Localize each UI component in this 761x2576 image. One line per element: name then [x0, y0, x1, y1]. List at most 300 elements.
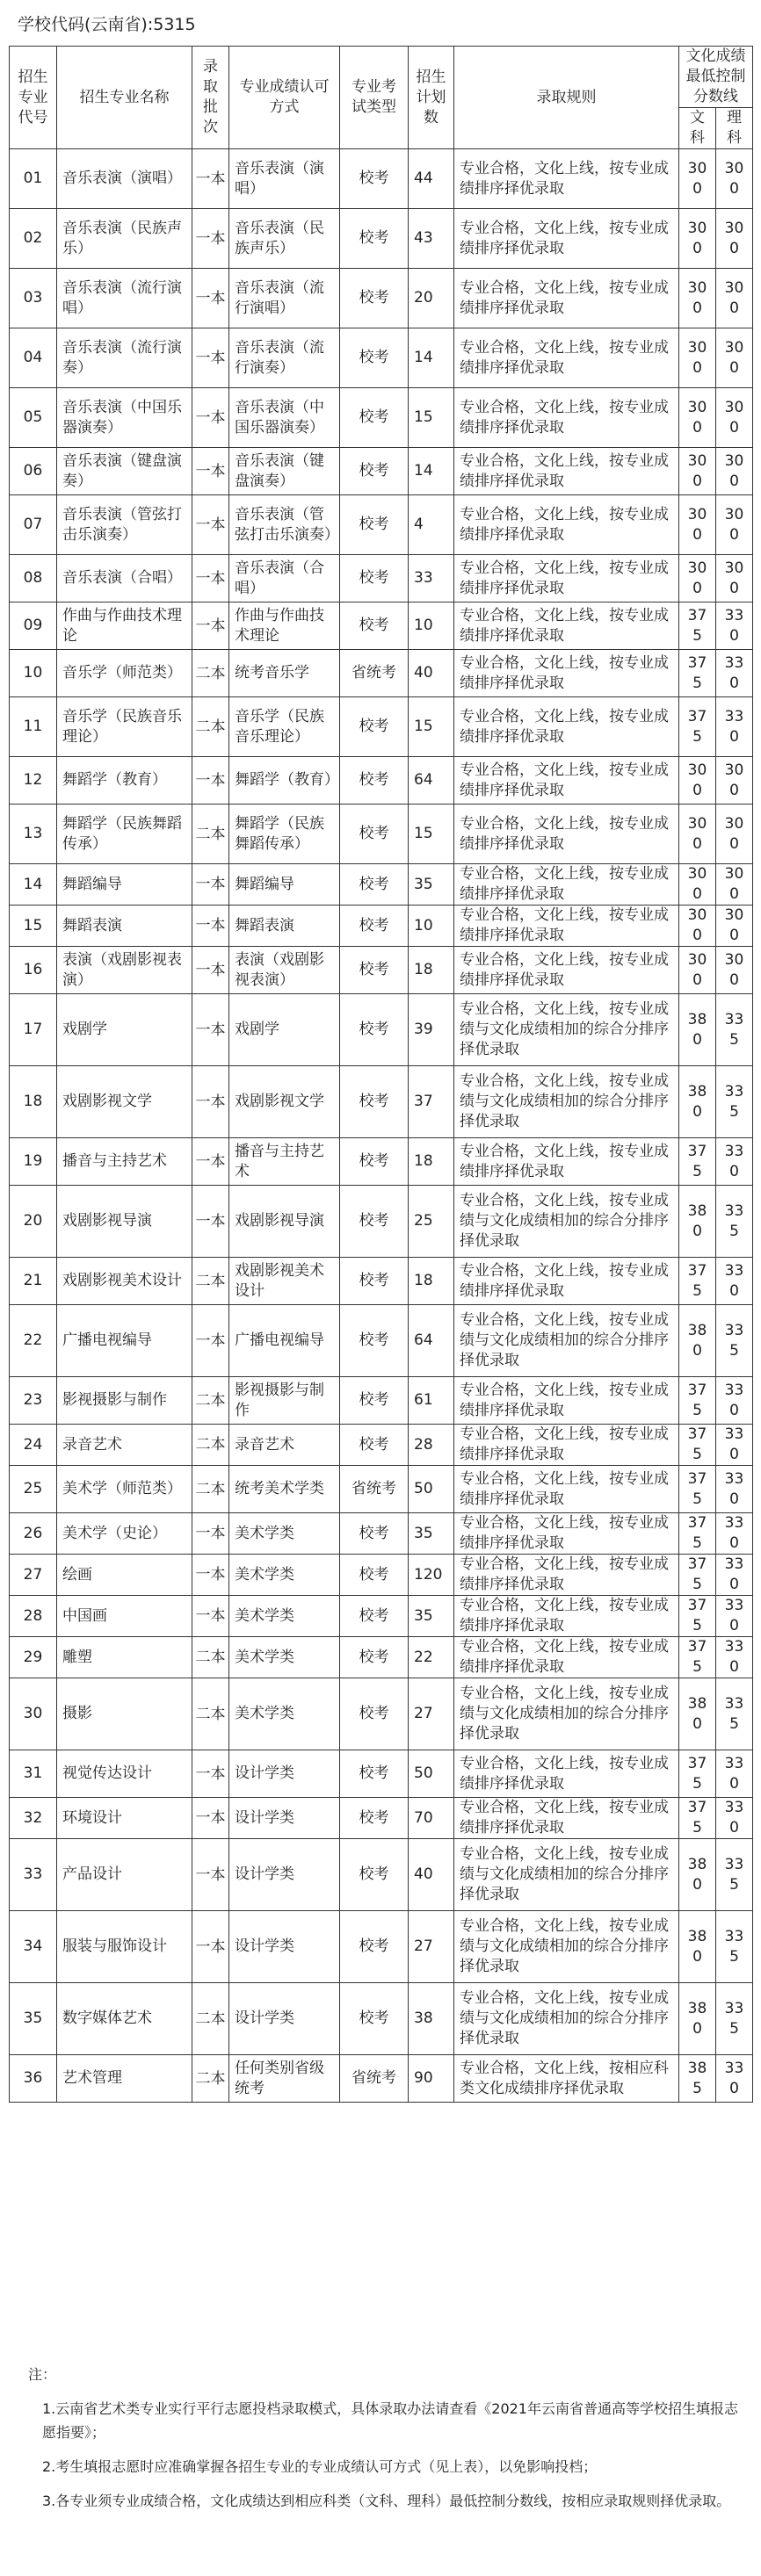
row-code: 23 [10, 1377, 57, 1425]
row-plan: 33 [409, 555, 454, 603]
row-code: 29 [10, 1637, 57, 1678]
row-arts-score: 375 [679, 650, 716, 697]
table-row [10, 994, 753, 1066]
row-science-score: 330 [716, 1750, 753, 1798]
row-batch: 一本 [192, 1750, 229, 1798]
row-code: 26 [10, 1513, 57, 1555]
header-exam-type: 专业考试类型 [340, 47, 409, 149]
row-code: 03 [10, 269, 57, 328]
row-science-score: 335 [716, 1983, 753, 2055]
row-rule: 专业合格，文化上线，按专业成绩与文化成绩相加的综合分排序择优录取 [454, 1911, 679, 1983]
row-name: 音乐表演（中国乐器演奏） [57, 388, 192, 448]
row-science-score: 330 [716, 1377, 753, 1425]
row-exam-type: 校考 [340, 1750, 409, 1798]
table-row [10, 906, 753, 947]
row-exam-type: 省统考 [340, 2055, 409, 2103]
row-batch: 一本 [192, 994, 229, 1066]
row-science-score: 300 [716, 864, 753, 906]
row-exam-type: 校考 [340, 209, 409, 269]
row-rule: 专业合格，文化上线，按专业成绩排序择优录取 [454, 1637, 679, 1678]
row-code: 28 [10, 1596, 57, 1637]
row-science-score: 330 [716, 2055, 753, 2103]
row-rule: 专业合格，文化上线，按专业成绩排序择优录取 [454, 757, 679, 805]
row-exam-type: 校考 [340, 1066, 409, 1138]
row-batch: 一本 [192, 603, 229, 650]
row-code: 11 [10, 697, 57, 757]
row-name: 舞蹈编导 [57, 864, 192, 906]
row-name: 舞蹈表演 [57, 906, 192, 947]
row-rule: 专业合格，文化上线，按专业成绩排序择优录取 [454, 1596, 679, 1637]
row-plan: 35 [409, 1596, 454, 1637]
row-plan: 25 [409, 1186, 454, 1258]
row-code: 36 [10, 2055, 57, 2103]
row-rule: 专业合格，文化上线，按专业成绩排序择优录取 [454, 149, 679, 209]
row-name: 舞蹈学（教育） [57, 757, 192, 805]
row-science-score: 300 [716, 448, 753, 495]
row-exam-type: 校考 [340, 555, 409, 603]
row-method: 录音艺术 [229, 1425, 340, 1466]
row-exam-type: 校考 [340, 1513, 409, 1555]
table-row [10, 1911, 753, 1983]
row-batch: 一本 [192, 495, 229, 555]
row-method: 设计学类 [229, 1983, 340, 2055]
row-code: 34 [10, 1911, 57, 1983]
row-plan: 44 [409, 149, 454, 209]
row-method: 戏剧影视导演 [229, 1186, 340, 1258]
row-name: 艺术管理 [57, 2055, 192, 2103]
row-science-score: 300 [716, 388, 753, 448]
row-science-score: 330 [716, 1513, 753, 1555]
row-code: 17 [10, 994, 57, 1066]
row-name: 戏剧影视导演 [57, 1186, 192, 1258]
row-code: 33 [10, 1839, 57, 1911]
row-rule: 专业合格，文化上线，按专业成绩排序择优录取 [454, 209, 679, 269]
row-arts-score: 300 [679, 906, 716, 947]
table-row [10, 495, 753, 555]
notes [28, 2363, 745, 2523]
row-science-score: 300 [716, 555, 753, 603]
row-batch: 二本 [192, 1425, 229, 1466]
table-row [10, 1596, 753, 1637]
row-batch: 二本 [192, 805, 229, 864]
row-arts-score: 375 [679, 1377, 716, 1425]
row-plan: 70 [409, 1798, 454, 1839]
row-code: 09 [10, 603, 57, 650]
row-arts-score: 375 [679, 1596, 716, 1637]
row-arts-score: 380 [679, 1839, 716, 1911]
row-science-score: 335 [716, 1678, 753, 1750]
row-science-score: 335 [716, 1911, 753, 1983]
row-method: 美术学类 [229, 1513, 340, 1555]
row-rule: 专业合格，文化上线，按专业成绩与文化成绩相加的综合分排序择优录取 [454, 1305, 679, 1377]
row-method: 音乐表演（演唱） [229, 149, 340, 209]
row-exam-type: 校考 [340, 1138, 409, 1186]
row-name: 播音与主持艺术 [57, 1138, 192, 1186]
row-arts-score: 375 [679, 1425, 716, 1466]
row-batch: 一本 [192, 1798, 229, 1839]
row-method: 舞蹈表演 [229, 906, 340, 947]
row-rule: 专业合格，文化上线，按专业成绩排序择优录取 [454, 603, 679, 650]
row-rule: 专业合格，文化上线，按专业成绩与文化成绩相加的综合分排序择优录取 [454, 1186, 679, 1258]
row-exam-type: 校考 [340, 1798, 409, 1839]
row-name: 舞蹈学（民族舞蹈传承） [57, 805, 192, 864]
row-exam-type: 校考 [340, 495, 409, 555]
table-row [10, 947, 753, 994]
row-batch: 二本 [192, 2055, 229, 2103]
row-rule: 专业合格，文化上线，按专业成绩与文化成绩相加的综合分排序择优录取 [454, 1678, 679, 1750]
row-exam-type: 校考 [340, 388, 409, 448]
row-science-score: 300 [716, 209, 753, 269]
row-arts-score: 375 [679, 1555, 716, 1596]
row-name: 表演（戏剧影视表演） [57, 947, 192, 994]
row-plan: 27 [409, 1678, 454, 1750]
row-plan: 35 [409, 864, 454, 906]
row-rule: 专业合格，文化上线，按专业成绩与文化成绩相加的综合分排序择优录取 [454, 1983, 679, 2055]
row-method: 表演（戏剧影视表演） [229, 947, 340, 994]
row-batch: 一本 [192, 1555, 229, 1596]
row-rule: 专业合格，文化上线，按专业成绩排序择优录取 [454, 805, 679, 864]
row-method: 戏剧学 [229, 994, 340, 1066]
table-row [10, 1377, 753, 1425]
row-plan: 15 [409, 697, 454, 757]
row-science-score: 330 [716, 1555, 753, 1596]
row-code: 18 [10, 1066, 57, 1138]
row-plan: 4 [409, 495, 454, 555]
row-name: 戏剧学 [57, 994, 192, 1066]
row-code: 05 [10, 388, 57, 448]
row-science-score: 300 [716, 149, 753, 209]
row-exam-type: 校考 [340, 603, 409, 650]
table-row [10, 2055, 753, 2103]
table-row [10, 1186, 753, 1258]
row-rule: 专业合格，文化上线，按专业成绩排序择优录取 [454, 1377, 679, 1425]
header-code: 招生专业代号 [10, 47, 57, 149]
row-batch: 一本 [192, 1138, 229, 1186]
row-method: 设计学类 [229, 1750, 340, 1798]
row-batch: 二本 [192, 1377, 229, 1425]
header-rule: 录取规则 [454, 47, 679, 149]
row-batch: 一本 [192, 757, 229, 805]
row-rule: 专业合格，文化上线，按专业成绩排序择优录取 [454, 1258, 679, 1305]
row-plan: 27 [409, 1911, 454, 1983]
row-arts-score: 300 [679, 448, 716, 495]
row-plan: 37 [409, 1066, 454, 1138]
row-name: 环境设计 [57, 1798, 192, 1839]
row-rule: 专业合格，文化上线，按专业成绩排序择优录取 [454, 1798, 679, 1839]
row-method: 作曲与作曲技术理论 [229, 603, 340, 650]
row-exam-type: 校考 [340, 1637, 409, 1678]
row-code: 20 [10, 1186, 57, 1258]
row-method: 舞蹈学（民族舞蹈传承） [229, 805, 340, 864]
row-method: 美术学类 [229, 1678, 340, 1750]
row-method: 统考美术学类 [229, 1466, 340, 1513]
row-arts-score: 300 [679, 805, 716, 864]
row-plan: 15 [409, 388, 454, 448]
row-arts-score: 300 [679, 388, 716, 448]
row-arts-score: 385 [679, 2055, 716, 2103]
row-arts-score: 300 [679, 269, 716, 328]
row-science-score: 300 [716, 757, 753, 805]
row-code: 25 [10, 1466, 57, 1513]
row-batch: 一本 [192, 1839, 229, 1911]
table-row [10, 149, 753, 209]
row-plan: 90 [409, 2055, 454, 2103]
row-name: 音乐学（民族音乐理论） [57, 697, 192, 757]
row-name: 美术学（师范类） [57, 1466, 192, 1513]
row-science-score: 330 [716, 1637, 753, 1678]
row-method: 音乐学（民族音乐理论） [229, 697, 340, 757]
row-rule: 专业合格，文化上线，按专业成绩排序择优录取 [454, 650, 679, 697]
row-name: 中国画 [57, 1596, 192, 1637]
row-rule: 专业合格，文化上线，按专业成绩排序择优录取 [454, 1513, 679, 1555]
row-exam-type: 校考 [340, 1555, 409, 1596]
row-batch: 一本 [192, 328, 229, 388]
row-batch: 一本 [192, 1305, 229, 1377]
row-science-score: 330 [716, 650, 753, 697]
row-name: 戏剧影视美术设计 [57, 1258, 192, 1305]
note-item-3: 3.各专业须专业成绩合格，文化成绩达到相应科类（文科、理科）最低控制分数线，按相应录取规则择优录取。 [42, 2493, 731, 2509]
row-batch: 二本 [192, 697, 229, 757]
row-method: 戏剧影视文学 [229, 1066, 340, 1138]
row-plan: 50 [409, 1750, 454, 1798]
row-plan: 18 [409, 947, 454, 994]
row-code: 31 [10, 1750, 57, 1798]
row-name: 雕塑 [57, 1637, 192, 1678]
row-rule: 专业合格，文化上线，按专业成绩与文化成绩相加的综合分排序择优录取 [454, 994, 679, 1066]
row-science-score: 330 [716, 1798, 753, 1839]
row-plan: 22 [409, 1637, 454, 1678]
row-method: 设计学类 [229, 1839, 340, 1911]
row-batch: 二本 [192, 1466, 229, 1513]
table-row [10, 1750, 753, 1798]
row-exam-type: 校考 [340, 1305, 409, 1377]
notes-label: 注： [28, 2366, 57, 2383]
row-name: 音乐表演（键盘演奏） [57, 448, 192, 495]
row-code: 27 [10, 1555, 57, 1596]
row-exam-type: 省统考 [340, 650, 409, 697]
row-rule: 专业合格，文化上线，按专业成绩与文化成绩相加的综合分排序择优录取 [454, 1066, 679, 1138]
row-exam-type: 校考 [340, 864, 409, 906]
row-rule: 专业合格，文化上线，按专业成绩排序择优录取 [454, 906, 679, 947]
row-arts-score: 380 [679, 1186, 716, 1258]
row-rule: 专业合格，文化上线，按专业成绩排序择优录取 [454, 1425, 679, 1466]
row-plan: 15 [409, 805, 454, 864]
header-science: 理科 [716, 108, 753, 149]
row-name: 戏剧影视文学 [57, 1066, 192, 1138]
row-name: 音乐表演（合唱） [57, 555, 192, 603]
row-plan: 20 [409, 269, 454, 328]
header-batch: 录取批次 [192, 47, 229, 149]
table-row [10, 1983, 753, 2055]
row-method: 舞蹈学（教育） [229, 757, 340, 805]
row-plan: 40 [409, 650, 454, 697]
row-method: 设计学类 [229, 1911, 340, 1983]
row-science-score: 335 [716, 994, 753, 1066]
row-exam-type: 校考 [340, 149, 409, 209]
header-name: 招生专业名称 [57, 47, 192, 149]
row-science-score: 335 [716, 1066, 753, 1138]
table-row [10, 697, 753, 757]
row-science-score: 335 [716, 1186, 753, 1258]
row-rule: 专业合格，文化上线，按专业成绩排序择优录取 [454, 555, 679, 603]
table-row [10, 1839, 753, 1911]
row-plan: 18 [409, 1138, 454, 1186]
row-batch: 一本 [192, 269, 229, 328]
table-row [10, 1678, 753, 1750]
row-name: 广播电视编导 [57, 1305, 192, 1377]
row-science-score: 330 [716, 1596, 753, 1637]
table-row [10, 1258, 753, 1305]
row-batch: 一本 [192, 1513, 229, 1555]
table-row [10, 1513, 753, 1555]
row-code: 06 [10, 448, 57, 495]
row-plan: 18 [409, 1258, 454, 1305]
row-name: 产品设计 [57, 1839, 192, 1911]
table-row [10, 1798, 753, 1839]
row-science-score: 330 [716, 1425, 753, 1466]
row-exam-type: 校考 [340, 269, 409, 328]
row-method: 统考音乐学 [229, 650, 340, 697]
row-rule: 专业合格，文化上线，按专业成绩排序择优录取 [454, 697, 679, 757]
table-row [10, 328, 753, 388]
note-item-2: 2.考生填报志愿时应准确掌握各招生专业的专业成绩认可方式（见上表），以免影响投档； [42, 2458, 598, 2475]
row-science-score: 330 [716, 1466, 753, 1513]
row-batch: 一本 [192, 388, 229, 448]
note-item-1: 1.云南省艺术类专业实行平行志愿投档录取模式，具体录取办法请查看《2021年云南省普通高等学校招生填报志愿指要》； [42, 2400, 738, 2441]
row-exam-type: 校考 [340, 1678, 409, 1750]
row-plan: 38 [409, 1983, 454, 2055]
row-method: 音乐表演（合唱） [229, 555, 340, 603]
row-code: 16 [10, 947, 57, 994]
row-exam-type: 校考 [340, 328, 409, 388]
row-arts-score: 375 [679, 697, 716, 757]
row-batch: 一本 [192, 1186, 229, 1258]
row-rule: 专业合格，文化上线，按专业成绩排序择优录取 [454, 864, 679, 906]
table-row [10, 650, 753, 697]
row-exam-type: 校考 [340, 757, 409, 805]
row-method: 美术学类 [229, 1555, 340, 1596]
row-arts-score: 380 [679, 994, 716, 1066]
row-code: 15 [10, 906, 57, 947]
row-exam-type: 校考 [340, 1839, 409, 1911]
row-method: 音乐表演（键盘演奏） [229, 448, 340, 495]
row-science-score: 300 [716, 328, 753, 388]
header-plan: 招生计划数 [409, 47, 454, 149]
row-arts-score: 300 [679, 209, 716, 269]
row-method: 音乐表演（民族声乐） [229, 209, 340, 269]
row-plan: 61 [409, 1377, 454, 1425]
row-arts-score: 375 [679, 1513, 716, 1555]
row-name: 摄影 [57, 1678, 192, 1750]
row-code: 30 [10, 1678, 57, 1750]
row-arts-score: 300 [679, 757, 716, 805]
row-arts-score: 380 [679, 1983, 716, 2055]
table-row [10, 1555, 753, 1596]
row-plan: 14 [409, 448, 454, 495]
row-arts-score: 300 [679, 328, 716, 388]
header-arts: 文科 [679, 108, 716, 149]
row-plan: 35 [409, 1513, 454, 1555]
row-arts-score: 300 [679, 149, 716, 209]
row-science-score: 300 [716, 495, 753, 555]
header-row [10, 47, 753, 108]
row-batch: 一本 [192, 1066, 229, 1138]
row-science-score: 300 [716, 269, 753, 328]
row-science-score: 300 [716, 906, 753, 947]
row-science-score: 330 [716, 1138, 753, 1186]
row-name: 音乐表演（管弦打击乐演奏） [57, 495, 192, 555]
school-code: 学校代码(云南省):5315 [18, 15, 196, 34]
row-method: 美术学类 [229, 1596, 340, 1637]
table-row [10, 1305, 753, 1377]
row-code: 14 [10, 864, 57, 906]
row-batch: 一本 [192, 1596, 229, 1637]
row-arts-score: 375 [679, 1466, 716, 1513]
table-row [10, 388, 753, 448]
row-name: 服装与服饰设计 [57, 1911, 192, 1983]
admission-plan-table [9, 46, 753, 2103]
row-method: 音乐表演（中国乐器演奏） [229, 388, 340, 448]
row-science-score: 335 [716, 1839, 753, 1911]
table-row [10, 603, 753, 650]
row-method: 音乐表演（流行演奏） [229, 328, 340, 388]
row-rule: 专业合格，文化上线，按专业成绩排序择优录取 [454, 388, 679, 448]
row-method: 音乐表演（流行演唱） [229, 269, 340, 328]
row-batch: 二本 [192, 1258, 229, 1305]
row-batch: 二本 [192, 1637, 229, 1678]
row-method: 影视摄影与制作 [229, 1377, 340, 1425]
row-code: 04 [10, 328, 57, 388]
row-method: 任何类别省级统考 [229, 2055, 340, 2103]
row-batch: 一本 [192, 906, 229, 947]
row-science-score: 330 [716, 603, 753, 650]
row-arts-score: 300 [679, 495, 716, 555]
row-rule: 专业合格，文化上线，按专业成绩排序择优录取 [454, 495, 679, 555]
row-exam-type: 校考 [340, 1377, 409, 1425]
table-row [10, 1637, 753, 1678]
table-row [10, 864, 753, 906]
row-arts-score: 300 [679, 864, 716, 906]
row-arts-score: 375 [679, 1750, 716, 1798]
table-row [10, 757, 753, 805]
row-exam-type: 校考 [340, 448, 409, 495]
row-name: 音乐表演（演唱） [57, 149, 192, 209]
row-method: 音乐表演（管弦打击乐演奏） [229, 495, 340, 555]
row-code: 35 [10, 1983, 57, 2055]
row-code: 22 [10, 1305, 57, 1377]
row-name: 影视摄影与制作 [57, 1377, 192, 1425]
row-plan: 40 [409, 1839, 454, 1911]
row-exam-type: 校考 [340, 1258, 409, 1305]
row-arts-score: 375 [679, 1637, 716, 1678]
row-name: 绘画 [57, 1555, 192, 1596]
row-plan: 39 [409, 994, 454, 1066]
row-plan: 50 [409, 1466, 454, 1513]
row-arts-score: 375 [679, 1258, 716, 1305]
row-method: 舞蹈编导 [229, 864, 340, 906]
row-arts-score: 300 [679, 947, 716, 994]
table-row [10, 1066, 753, 1138]
row-arts-score: 380 [679, 1305, 716, 1377]
row-exam-type: 校考 [340, 697, 409, 757]
row-code: 10 [10, 650, 57, 697]
row-name: 美术学（史论） [57, 1513, 192, 1555]
row-arts-score: 380 [679, 1066, 716, 1138]
row-rule: 专业合格，文化上线，按专业成绩排序择优录取 [454, 448, 679, 495]
row-exam-type: 校考 [340, 994, 409, 1066]
row-code: 07 [10, 495, 57, 555]
row-plan: 28 [409, 1425, 454, 1466]
